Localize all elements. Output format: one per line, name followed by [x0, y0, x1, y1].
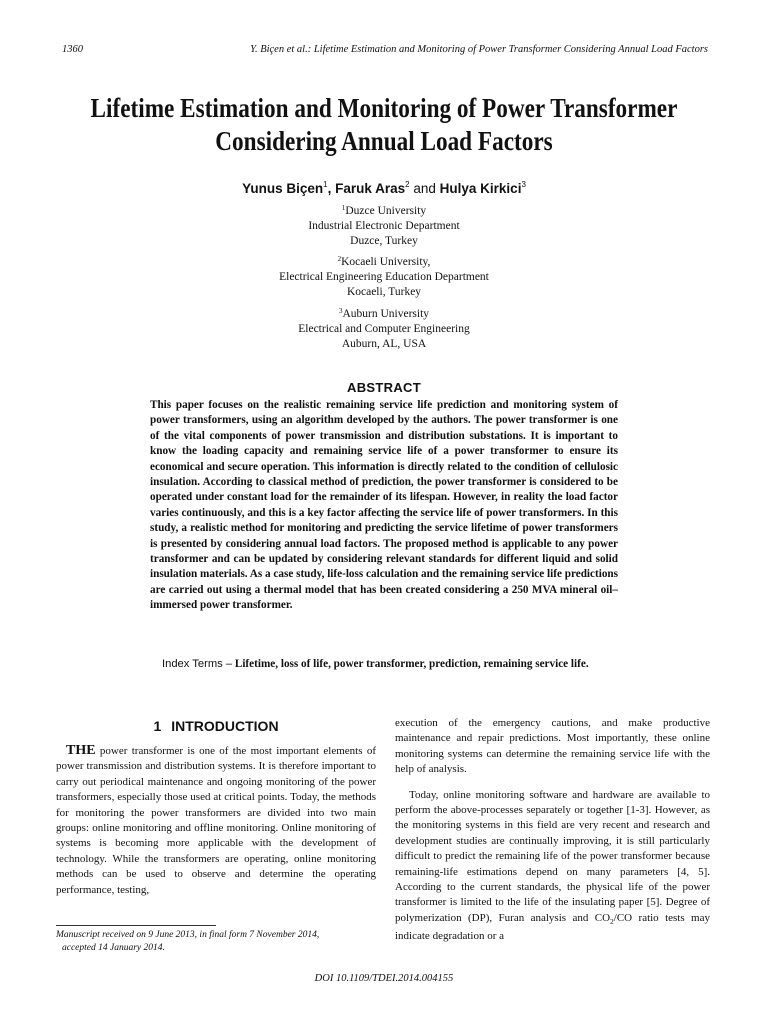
author-3: Hulya Kirkici — [439, 181, 522, 196]
affiliation-2 — [0, 252, 768, 300]
author-1: Yunus Biçen — [242, 181, 324, 196]
author-and: and — [413, 181, 436, 196]
section-number: 1 — [153, 718, 162, 734]
author-2: Faruk Aras — [335, 181, 406, 196]
abstract-body: This paper focuses on the realistic remaining service life prediction and monitoring system of power transformers, using an algorithm developed by the authors. The power transformer is one of the vital components of power transmission and distribution substations. It is important to know the loading capacity and remaining service life of a power transformer to ensure its economical and secure operation. This information is directly related to the condition of cellulosic insulation. According to classical method of prediction, the power transformer is considered to be operated under constant load for the remainder of its lifespan. However, in reality the load factor varies continuously, and this is a key factor affecting the service life of power transformers. In this study, a realistic method for monitoring and predicting the service lifetime of power transformers is presented by considering annual load factors. The proposed method is applicable to any power transformer and can be updated by considering relevant standards for different liquid and solid insulation materials. As a case study, life-loss calculation and the remaining service life predictions are carried out using a thermal model that has been created considering a 250 MVA mineral oil–immersed power transformer. — [150, 399, 618, 612]
right-paragraph-2-text-a: Today, online monitoring software and hardware are available to perform the above-processes separately or together [1-3]. However, as the monitoring systems in this field are very recent and research and development studies are continually improving, it is still particularly difficult to predict the remaining life of the power transformer because remaining-life estimations depend on many parameters [4, 5]. According to the current standards, the physical life of the power transformer is limited to the life of the insulating paper [5]. Degree of polymerization (DP), Furan analysis and CO — [395, 788, 710, 924]
right-paragraph-1: execution of the emergency cautions, and make productive maintenance and repair predictions. Most importantly, these online monitoring systems can determine the remaining service life with the help of analysis. — [395, 717, 710, 776]
footnote-divider — [56, 925, 216, 926]
left-column — [56, 743, 376, 898]
affiliation-1-sup: 1 — [341, 204, 346, 212]
affiliation-2-line-1: Kocaeli University, — [341, 256, 431, 268]
title-line-1: Lifetime Estimation and Monitoring of Power Transformer — [90, 93, 678, 123]
affiliation-3-line-1: Auburn University — [342, 308, 430, 320]
affiliation-3-line-2: Electrical and Computer Engineering — [298, 323, 470, 335]
intro-paragraph-1 — [56, 743, 376, 898]
right-paragraph-2-text-b: /CO ratio tests may indicate degradation or a — [395, 911, 710, 943]
page-number: 1360 — [62, 44, 83, 55]
lead-word: THE — [66, 743, 96, 758]
paper-title — [88, 92, 680, 158]
affiliation-1-line-3: Duzce, Turkey — [350, 235, 418, 247]
author-separator: , — [327, 181, 332, 196]
affiliation-3-sup: 3 — [338, 307, 343, 315]
author-list — [0, 180, 768, 196]
affiliation-1 — [0, 201, 768, 249]
affiliation-3-line-3: Auburn, AL, USA — [341, 338, 427, 350]
index-terms-text: Lifetime, loss of life, power transformer, prediction, remaining service life. — [234, 658, 589, 670]
footnote-line-1: Manuscript received on 9 June 2013, in final form 7 November 2014, — [56, 930, 320, 940]
author-2-sup: 2 — [405, 180, 410, 189]
running-header: Y. Biçen et al.: Lifetime Estimation and Monitoring of Power Transformer Considering Annual Load Factors — [250, 44, 708, 55]
author-3-sup: 3 — [521, 180, 526, 189]
section-heading-introduction — [56, 718, 376, 734]
affiliation-1-line-1: Duzce University — [345, 205, 427, 217]
affiliation-2-sup: 2 — [337, 255, 342, 263]
co2-subscript: 2 — [610, 917, 614, 927]
abstract-heading: ABSTRACT — [347, 380, 421, 395]
affiliation-1-line-2: Industrial Electronic Department — [308, 220, 460, 232]
right-column — [395, 716, 710, 945]
section-title: INTRODUCTION — [171, 718, 279, 734]
right-paragraph-2 — [395, 788, 710, 945]
affiliation-3 — [0, 304, 768, 352]
title-line-2: Considering Annual Load Factors — [215, 126, 553, 156]
manuscript-footnote — [56, 929, 376, 955]
index-terms — [150, 657, 618, 672]
author-1-sup: 1 — [323, 180, 328, 189]
doi-footer: DOI 10.1109/TDEI.2014.004155 — [314, 973, 454, 984]
affiliation-2-line-2: Electrical Engineering Education Department — [279, 271, 489, 283]
intro-paragraph-1-text: power transformer is one of the most important elements of power transmission and distribution systems. It is therefore important to carry out periodical maintenance and ongoing monitoring of the power transformers, especially those used at critical points. Today, the methods for monitoring the power transformers are divided into two main groups: online monitoring and offline monitoring. Online monitoring of systems is becoming more applicable with the development of technology. While the transformers are operating, online monitoring methods can be used to observe and determine the operating performance, testing, — [56, 745, 377, 896]
index-terms-label: Index Terms – — [162, 658, 233, 670]
footnote-line-2: accepted 14 January 2014. — [62, 943, 165, 953]
affiliation-2-line-3: Kocaeli, Turkey — [346, 286, 422, 298]
